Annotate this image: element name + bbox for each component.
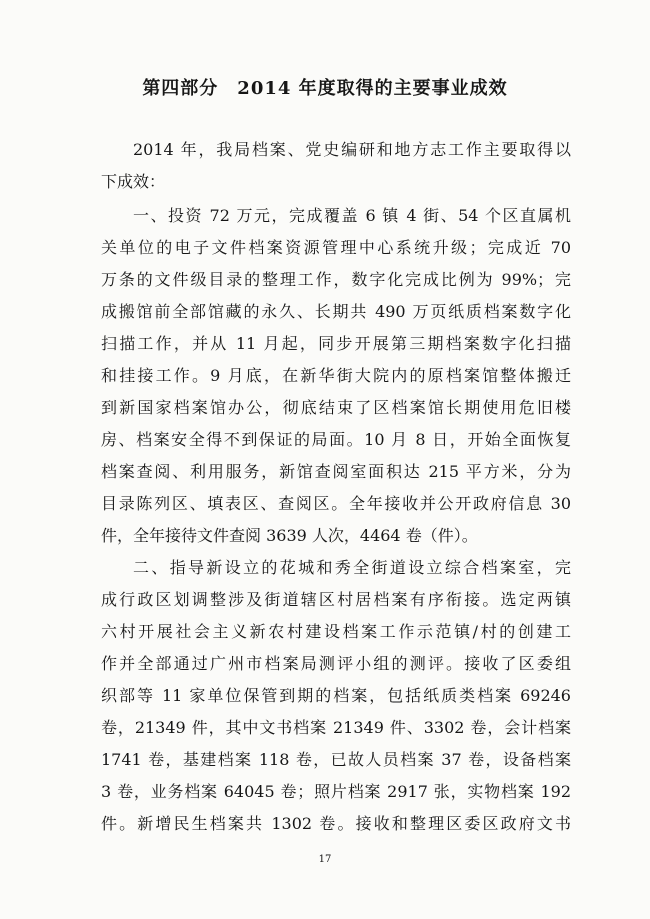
text-line: 件，全年接待文件查阅 3639 人次，4464 卷（件）。 <box>101 526 478 545</box>
text-line: 六村开展社会主义新农村建设档案工作示范镇/村的创建工 <box>101 622 571 641</box>
text-line: 成行政区划调整涉及街道辖区村居档案有序衔接。选定两镇 <box>101 590 571 609</box>
text-line: 目录陈列区、填表区、查阅区。全年接收并公开政府信息 30 <box>101 494 571 513</box>
text-line: 2014 年，我局档案、党史编研和地方志工作主要取得以 <box>133 140 571 159</box>
text-line: 卷，21349 件，其中文书档案 21349 件、3302 卷，会计档案 <box>101 718 571 737</box>
text-line: 下成效： <box>101 172 166 191</box>
text-line: 和挂接工作。9 月底，在新华街大院内的原档案馆整体搬迁 <box>101 366 571 385</box>
text-line: 1741 卷，基建档案 118 卷，已故人员档案 37 卷，设备档案 <box>101 750 571 769</box>
text-line: 档案查阅、利用服务，新馆查阅室面积达 215 平方米，分为 <box>101 462 571 481</box>
text-line: 万条的文件级目录的整理工作，数字化完成比例为 99%；完 <box>101 270 571 289</box>
page-number: 17 <box>318 854 332 865</box>
text-line: 房、档案安全得不到保证的局面。10 月 8 日，开始全面恢复 <box>101 430 571 449</box>
text-line: 关单位的电子文件档案资源管理中心系统升级；完成近 70 <box>101 238 571 257</box>
text-line: 成搬馆前全部馆藏的永久、长期共 490 万页纸质档案数字化 <box>101 302 571 321</box>
section-title: 第四部分 2014 年度取得的主要事业成效 <box>142 78 508 99</box>
text-line: 织部等 11 家单位保管到期的档案，包括纸质类档案 69246 <box>101 686 571 705</box>
text-line: 一、投资 72 万元，完成覆盖 6 镇 4 街、54 个区直属机 <box>133 206 571 225</box>
text-line: 扫描工作，并从 11 月起，同步开展第三期档案数字化扫描 <box>101 334 571 353</box>
text-line: 作并全部通过广州市档案局测评小组的测评。接收了区委组 <box>101 654 571 673</box>
text-line: 3 卷，业务档案 64045 卷；照片档案 2917 张，实物档案 192 <box>101 782 571 801</box>
text-line: 件。新增民生档案共 1302 卷。接收和整理区委区政府文书 <box>101 814 571 833</box>
text-line: 二、指导新设立的花城和秀全街道设立综合档案室，完 <box>133 558 571 577</box>
text-line: 到新国家档案馆办公，彻底结束了区档案馆长期使用危旧楼 <box>101 398 571 417</box>
